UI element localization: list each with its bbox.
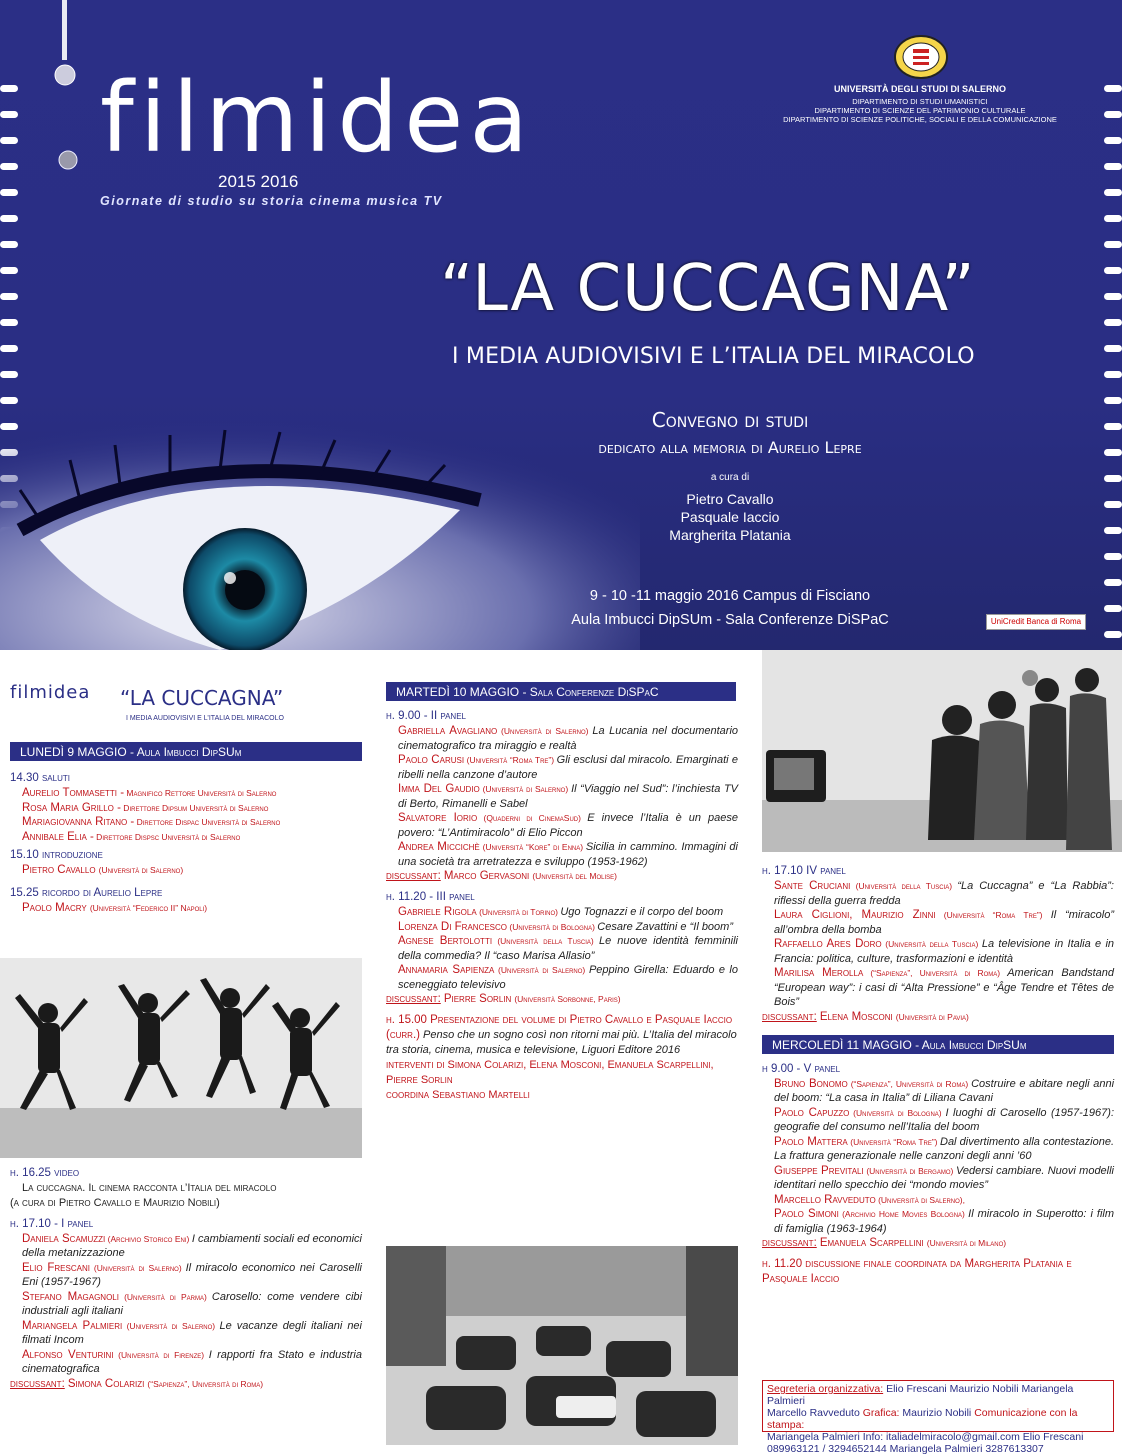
discussant bbox=[762, 1236, 1114, 1251]
contact-line: Mariangela Palmieri Info: italiadelmiracolo@gmail.com Elio Frescani bbox=[767, 1431, 1084, 1443]
main-title: “LA CUCCAGNA” bbox=[440, 252, 976, 326]
speaker-name: Andrea Miccichè bbox=[398, 841, 480, 853]
panel4-list bbox=[762, 879, 1114, 1010]
speaker bbox=[10, 1232, 362, 1261]
discussant-label: discussant: bbox=[762, 1010, 817, 1023]
coordina: coordina Sebastiano Martelli bbox=[386, 1089, 530, 1101]
small-logo-title: “LA CUCCAGNA” bbox=[120, 686, 284, 710]
secretariat-names-2: Marcello Ravveduto bbox=[767, 1407, 860, 1419]
talk-title: Ugo Tognazzi e il corpo del boom bbox=[560, 906, 724, 918]
video-heading: h. 16.25 video bbox=[10, 1167, 80, 1179]
small-logo bbox=[10, 682, 370, 722]
speaker bbox=[386, 905, 738, 920]
final-discussion: h. 11.20 discussione finale coordinata da Margherita Platania e Pasquale Iaccio bbox=[762, 1258, 1072, 1285]
graphics-label: Grafica: bbox=[862, 1407, 900, 1419]
speaker-name: Paolo Simoni bbox=[774, 1208, 839, 1220]
perforation-dot bbox=[1104, 501, 1122, 508]
panel1-heading: h. 17.10 - I panel bbox=[10, 1217, 94, 1230]
speaker-name: Paolo Capuzzo bbox=[774, 1106, 850, 1119]
speaker bbox=[762, 1193, 1114, 1208]
speaker-name: Annibale Elia - bbox=[22, 830, 94, 843]
press-label: Comunicazione con la stampa: bbox=[767, 1407, 1078, 1431]
perforation-dot bbox=[0, 215, 18, 222]
speaker-affiliation: (Università “Federico II” Napoli) bbox=[89, 902, 208, 913]
discussant bbox=[762, 1010, 1114, 1025]
university-name: UNIVERSITÀ DEGLI STUDI DI SALERNO bbox=[833, 84, 1006, 94]
perforation-dot bbox=[1104, 189, 1122, 196]
speaker bbox=[762, 908, 1114, 937]
convegno-heading: Convegno di studi bbox=[651, 408, 809, 432]
discussant-label: discussant: bbox=[386, 993, 441, 1005]
speaker-affiliation: (Università di Salerno) bbox=[89, 1262, 186, 1273]
talk-title: “La Cuccagna” e “La Rabbia”: riflessi della guerra fredda bbox=[774, 880, 1114, 907]
curators bbox=[440, 490, 1020, 544]
speaker-affiliation: (Università di Pavia) bbox=[895, 1011, 969, 1022]
day3-header: MERCOLEDÌ 11 MAGGIO - Aula Imbucci DipSUm bbox=[762, 1035, 1114, 1054]
book-heading: h. 15.00 Presentazione del volume di Pietro Cavallo e Pasquale Iaccio (curr.) bbox=[386, 1014, 733, 1041]
photo-traffic-street bbox=[386, 1246, 738, 1445]
speaker-affiliation: (Università della Tuscia) bbox=[881, 939, 982, 949]
discussant bbox=[386, 992, 738, 1007]
perforation-dot bbox=[1104, 423, 1122, 430]
speaker bbox=[762, 1077, 1114, 1106]
speaker bbox=[386, 934, 738, 963]
speaker-name: Imma Del Gaudio bbox=[398, 783, 480, 795]
perforation-dot bbox=[1104, 579, 1122, 586]
speaker-name: Bruno Bonomo bbox=[774, 1077, 848, 1090]
speaker bbox=[762, 879, 1114, 908]
perforation-dot bbox=[1104, 553, 1122, 560]
speaker bbox=[386, 724, 738, 753]
perforation-dot bbox=[0, 189, 18, 196]
logo-years: 2015 2016 bbox=[218, 172, 299, 191]
speaker-name: Salvatore Iorio bbox=[398, 812, 478, 824]
perforation-dot bbox=[1104, 527, 1122, 534]
perforation-dot bbox=[1104, 111, 1122, 118]
speaker-name: Simona Colarizi bbox=[67, 1377, 145, 1390]
speaker bbox=[386, 753, 738, 782]
speaker-name: Mariangela Palmieri bbox=[22, 1319, 123, 1332]
department: DIPARTIMENTO DI SCIENZE DEL PATRIMONIO CULTURALE bbox=[814, 106, 1026, 115]
talk-title: E invece l’Italia è un paese povero: “L’Antimiracolo” di Elio Piccon bbox=[398, 812, 738, 839]
speaker-affiliation: Direttore Dispsc Università di Salerno bbox=[93, 831, 241, 842]
secretariat-label: Segreteria organizzativa: bbox=[767, 1383, 884, 1395]
book-title: Penso che un sogno così non ritorni mai più. L’Italia del miracolo tra storia, cinema, musica e televisione, Liguori Editore 2016 bbox=[386, 1029, 737, 1056]
speaker-affiliation: (Università “Roma Tre”) bbox=[464, 755, 557, 765]
speaker-name: Paolo Macry bbox=[22, 901, 87, 914]
talk-title: Vedersi cambiare. Nuovi modelli identitari nello specchio dei “mondo movies” bbox=[774, 1164, 1115, 1191]
perforation-dot bbox=[0, 319, 18, 326]
discussant-label: discussant: bbox=[386, 870, 441, 882]
perforation-dot bbox=[1104, 345, 1122, 352]
speaker-affiliation: (Archivio Storico Eni) bbox=[105, 1233, 192, 1244]
speaker-affiliation: (Università di Firenze) bbox=[113, 1349, 209, 1360]
video-title-text: La cuccagna. Il cinema racconta l’Italia del miracolo bbox=[22, 1182, 277, 1194]
dedication: dedicato alla memoria di Aurelio Lepre bbox=[598, 438, 862, 457]
speaker-name: Gabriella Avagliano bbox=[398, 725, 498, 737]
talk-title: I cambiamenti sociali ed economici della metanizzazione bbox=[22, 1232, 362, 1259]
university-crest-icon bbox=[893, 34, 949, 80]
speaker-affiliation: (Università di Bologna) bbox=[507, 921, 598, 932]
perforation-dot bbox=[0, 267, 18, 274]
day1-column bbox=[10, 742, 362, 915]
video-credits: (a cura di Pietro Cavallo e Maurizio Nobili) bbox=[10, 1196, 220, 1209]
speaker-name: Paolo Mattera bbox=[774, 1135, 848, 1148]
speaker bbox=[762, 937, 1114, 966]
day2-column bbox=[386, 682, 738, 1103]
perforation-dot bbox=[1104, 85, 1122, 92]
curator: Margherita Platania bbox=[669, 527, 791, 543]
speaker-affiliation: (“Sapienza”, Università di Roma) bbox=[147, 1378, 264, 1389]
sponsor-logo: UniCredit Banca di Roma bbox=[986, 614, 1086, 630]
talk-title: Gli esclusi dal miracolo. Emarginati e ribelli nella canzone d’autore bbox=[398, 754, 738, 781]
logo-subtitle: Giornate di studio su storia cinema musica TV bbox=[100, 194, 443, 208]
speaker bbox=[386, 782, 738, 811]
talk-title: Sicilia in cammino. Immagini di una società tra arretratezza e sviluppo (1953-1962) bbox=[398, 841, 738, 868]
talk-title: Le nuove identità femminili della commedia? Il “caso Marisa Allasio” bbox=[398, 935, 738, 962]
video-title bbox=[10, 1181, 362, 1196]
talk-title: I rapporti fra Stato e industria cinematografica bbox=[22, 1348, 362, 1375]
speaker-name: Paolo Carusi bbox=[398, 754, 465, 766]
speaker-affiliation: (Università di Bologna) bbox=[849, 1107, 946, 1118]
talk-title: American Bandstand “European way”: i casi di “Alta Pressione” e “Âge Tendre et Têtes de Bois” bbox=[774, 967, 1114, 1008]
speaker bbox=[762, 966, 1114, 1010]
discussant bbox=[10, 1377, 362, 1392]
speaker-name: Agnese Bertolotti bbox=[398, 935, 493, 947]
perforation-dot bbox=[0, 241, 18, 248]
perforation-dot bbox=[1104, 449, 1122, 456]
perforation-dot bbox=[0, 397, 18, 404]
talk-title: Peppino Girella: Eduardo e lo sceneggiato televisivo bbox=[398, 964, 738, 991]
perforation-dot bbox=[1104, 371, 1122, 378]
day1-header: LUNEDÌ 9 MAGGIO - Aula Imbucci DipSUm bbox=[10, 742, 362, 761]
speaker-name: Elena Mosconi bbox=[819, 1010, 893, 1023]
festival-logo: filmidea bbox=[100, 62, 535, 174]
discussant-label: discussant: bbox=[762, 1237, 817, 1249]
perforation-dot bbox=[1104, 267, 1122, 274]
speaker-affiliation: (Università “Roma Tre”) bbox=[847, 1136, 940, 1147]
panel2-list bbox=[386, 724, 738, 869]
speaker-affiliation: (Università di Salerno), bbox=[875, 1194, 965, 1205]
speaker-affiliation: (“Sapienza”, Università di Roma) bbox=[847, 1078, 972, 1089]
panel1-list bbox=[10, 1232, 362, 1377]
speaker-affiliation: (Università del Molise) bbox=[532, 871, 617, 881]
photo-jumping-band bbox=[0, 958, 362, 1158]
speaker bbox=[10, 1348, 362, 1377]
talk-title: La Lucania nel documentario cinematografico tra miraggio e realtà bbox=[398, 725, 739, 752]
perforation-dot bbox=[1104, 137, 1122, 144]
secretariat-names: Elio Frescani Maurizio Nobili Mariangela Palmieri bbox=[767, 1383, 1074, 1407]
speaker bbox=[386, 840, 738, 869]
speaker bbox=[10, 801, 362, 816]
speaker-affiliation: (Università di Parma) bbox=[118, 1291, 212, 1302]
speaker bbox=[10, 786, 362, 801]
curated-by-label: a cura di bbox=[710, 472, 750, 483]
panel2-heading: h. 9.00 - II panel bbox=[386, 710, 466, 722]
event-dates bbox=[440, 584, 1020, 632]
speaker bbox=[10, 863, 362, 878]
panel5-heading: h 9.00 - V panel bbox=[762, 1062, 841, 1075]
curator: Pietro Cavallo bbox=[686, 491, 774, 507]
speaker-affiliation: (Università di Torino) bbox=[476, 907, 561, 917]
perforation-dot bbox=[1104, 475, 1122, 482]
speaker bbox=[10, 815, 362, 830]
speaker-affiliation: (Università della Tuscia) bbox=[850, 881, 958, 891]
speaker-name: Rosa Maria Grillo - bbox=[22, 801, 121, 814]
talk-title: Il miracolo in Superotto: i film di famiglia (1963-1964) bbox=[774, 1208, 1114, 1235]
speaker-affiliation: (Università di Salerno) bbox=[122, 1320, 220, 1331]
perforation-dot bbox=[0, 163, 18, 170]
speaker-name: Mariagiovanna Ritano - bbox=[22, 816, 135, 828]
perforation-dot bbox=[1104, 319, 1122, 326]
perforation-dot bbox=[0, 293, 18, 300]
speaker-affiliation: (Università di Milano) bbox=[926, 1238, 1007, 1248]
speaker bbox=[10, 830, 362, 845]
small-logo-sub: I MEDIA AUDIOVISIVI E L’ITALIA DEL MIRACOLO bbox=[126, 715, 284, 722]
speaker bbox=[386, 963, 738, 992]
speaker-name: Raffaello Ares Doro bbox=[774, 938, 882, 950]
interventi: interventi di Simona Colarizi, Elena Mosconi, Emanuela Scarpellini, Pierre Sorlin bbox=[386, 1059, 714, 1086]
main-subtitle: I MEDIA AUDIOVISIVI E L’ITALIA DEL MIRACOLO bbox=[452, 344, 975, 369]
perforation-dot bbox=[1104, 163, 1122, 170]
speaker-name: Gabriele Rigola bbox=[398, 906, 477, 918]
speaker-affiliation: Magnifico Rettore Università di Salerno bbox=[124, 788, 277, 798]
speaker bbox=[762, 1207, 1114, 1236]
day2-evening bbox=[762, 860, 1114, 1287]
discussant bbox=[386, 869, 738, 884]
speaker-affiliation: (Università della Tuscia) bbox=[492, 936, 600, 946]
speaker bbox=[762, 1164, 1114, 1193]
venues-line: Aula Imbucci DipSUm - Sala Conferenze DiSPaC bbox=[571, 612, 889, 628]
talk-title: La televisione in Italia e in Francia: politica, culture, trasformazioni e identità bbox=[774, 938, 1115, 965]
speaker-affiliation: Direttore Dipsum Università di Salerno bbox=[120, 802, 269, 813]
talk-title: Il “miracolo” all’ombra della bomba bbox=[774, 909, 1115, 936]
speaker bbox=[10, 1319, 362, 1348]
speaker-name: Sante Cruciani bbox=[774, 880, 851, 892]
speaker-affiliation: (Università Sorbonne, Paris) bbox=[514, 994, 621, 1004]
speaker-affiliation: (“Sapienza”, Università di Roma) bbox=[863, 968, 1008, 978]
speaker-affiliation: (Università di Salerno) bbox=[497, 726, 593, 736]
perforation-dot bbox=[1104, 397, 1122, 404]
talk-title: Il “Viaggio nel Sud”: l’inchiesta TV di Berto, Rimanelli e Sabel bbox=[398, 783, 738, 810]
speaker-name: Elio Frescani bbox=[22, 1261, 90, 1274]
day2-header: MARTEDÌ 10 MAGGIO - Sala Conferenze DiSPaC bbox=[386, 682, 736, 701]
department: DIPARTIMENTO DI STUDI UMANISTICI bbox=[852, 97, 988, 106]
panel4-heading: h. 17.10 IV panel bbox=[762, 865, 846, 877]
speaker-affiliation: (Università di Bergamo) bbox=[863, 1165, 956, 1176]
talk-title: I luoghi di Carosello (1957-1967): geografie del consumo nell’Italia del boom bbox=[774, 1106, 1114, 1133]
speaker-name: Marilisa Merolla bbox=[774, 967, 864, 979]
speaker-affiliation: (Università di Salerno) bbox=[479, 784, 572, 794]
day1-afternoon bbox=[10, 1162, 362, 1392]
speaker bbox=[386, 811, 738, 840]
photo-family-television bbox=[762, 650, 1122, 852]
discussant-label: discussant: bbox=[10, 1377, 65, 1390]
speaker bbox=[386, 920, 738, 935]
speaker-name: Laura Ciglioni, Maurizio Zinni bbox=[774, 909, 936, 921]
speaker bbox=[10, 1261, 362, 1290]
speaker-name: Emanuela Scarpellini bbox=[819, 1237, 924, 1249]
speaker bbox=[10, 1290, 362, 1319]
panel3-heading: h. 11.20 - III panel bbox=[386, 891, 475, 903]
speaker bbox=[762, 1135, 1114, 1164]
perforation-dot bbox=[0, 371, 18, 378]
panel3-list bbox=[386, 905, 738, 992]
small-logo-text: filmidea bbox=[10, 682, 91, 703]
speaker-name: Lorenza Di Francesco bbox=[398, 920, 508, 933]
day1-intro-heading: 15.10 introduzione bbox=[10, 849, 103, 861]
panel5-list bbox=[762, 1077, 1114, 1237]
talk-title: Cesare Zavattini e “Il boom” bbox=[597, 920, 733, 933]
drop-icon bbox=[40, 0, 100, 180]
speaker-affiliation: (Quaderni di CinemaSud) bbox=[477, 813, 588, 823]
speaker bbox=[762, 1106, 1114, 1135]
speaker-name: Stefano Magagnoli bbox=[22, 1290, 119, 1303]
perforation-dot bbox=[0, 85, 18, 92]
curator: Pasquale Iaccio bbox=[680, 509, 780, 525]
perforation-dot bbox=[0, 111, 18, 118]
perforation-dot bbox=[1104, 241, 1122, 248]
speaker-affiliation: (Università di Salerno) bbox=[98, 865, 184, 875]
phone-line: 089963121 / 3294652144 Mariangela Palmieri 3287613307 bbox=[767, 1443, 1044, 1455]
perforation-dot bbox=[1104, 293, 1122, 300]
department: DIPARTIMENTO DI SCIENZE POLITICHE, SOCIALI E DELLA COMUNICAZIONE bbox=[783, 115, 1057, 124]
speaker-affiliation: (Università “Kore” di Enna) bbox=[479, 842, 586, 852]
speaker-affiliation: (Università “Roma Tre”) bbox=[935, 910, 1051, 920]
speaker-name: Aurelio Tommasetti - bbox=[22, 787, 125, 799]
perforation-dot bbox=[1104, 215, 1122, 222]
speaker-name: Pietro Cavallo bbox=[22, 864, 96, 876]
day1-saluti-heading: 14.30 saluti bbox=[10, 772, 70, 784]
talk-title: Costruire e abitare negli anni del boom: “La casa in Italia” di Liliana Cavani bbox=[774, 1077, 1115, 1104]
dates-line: 9 - 10 -11 maggio 2016 Campus di Fisciano bbox=[589, 588, 871, 604]
speaker-name: Daniela Scamuzzi bbox=[22, 1232, 106, 1245]
speaker bbox=[10, 901, 362, 916]
speaker-name: Pierre Sorlin bbox=[443, 993, 512, 1005]
university-block bbox=[770, 84, 1070, 124]
day1-ricordo-heading: 15.25 ricordo di Aurelio Lepre bbox=[10, 886, 163, 899]
perforation-dot bbox=[1104, 605, 1122, 612]
speaker-name: Giuseppe Previtali bbox=[774, 1164, 864, 1177]
speaker-name: Marco Gervasoni bbox=[443, 870, 530, 882]
talk-title: Il miracolo economico nei Caroselli Eni (1957-1967) bbox=[22, 1261, 362, 1288]
perforation-dot bbox=[0, 137, 18, 144]
book-presentation bbox=[386, 1013, 738, 1058]
saluti-list bbox=[10, 786, 362, 844]
header-banner bbox=[0, 0, 1122, 650]
graphics-name: Maurizio Nobili bbox=[902, 1407, 972, 1419]
talk-title: Carosello: come vendere cibi industriali agli italiani bbox=[22, 1290, 362, 1317]
talk-title: Dal divertimento alla contestazione. La frattura generazionale nelle canzoni degli anni ’60 bbox=[774, 1135, 1114, 1162]
speaker-affiliation: (Archivio Home Movies Bologna) bbox=[838, 1209, 969, 1219]
perforation-dot bbox=[1104, 631, 1122, 638]
talk-title: Le vacanze degli italiani nei filmati Incom bbox=[22, 1319, 362, 1346]
organization-box bbox=[762, 1380, 1114, 1455]
speaker-name: Marcello Ravveduto bbox=[774, 1193, 876, 1206]
speaker-name: Alfonso Venturini bbox=[22, 1348, 114, 1361]
speaker-affiliation: Direttore Dispac Università di Salerno bbox=[134, 817, 281, 827]
speaker-name: Annamaria Sapienza bbox=[398, 964, 495, 976]
speaker-affiliation: (Università di Salerno) bbox=[494, 965, 589, 975]
perforation-dot bbox=[0, 345, 18, 352]
